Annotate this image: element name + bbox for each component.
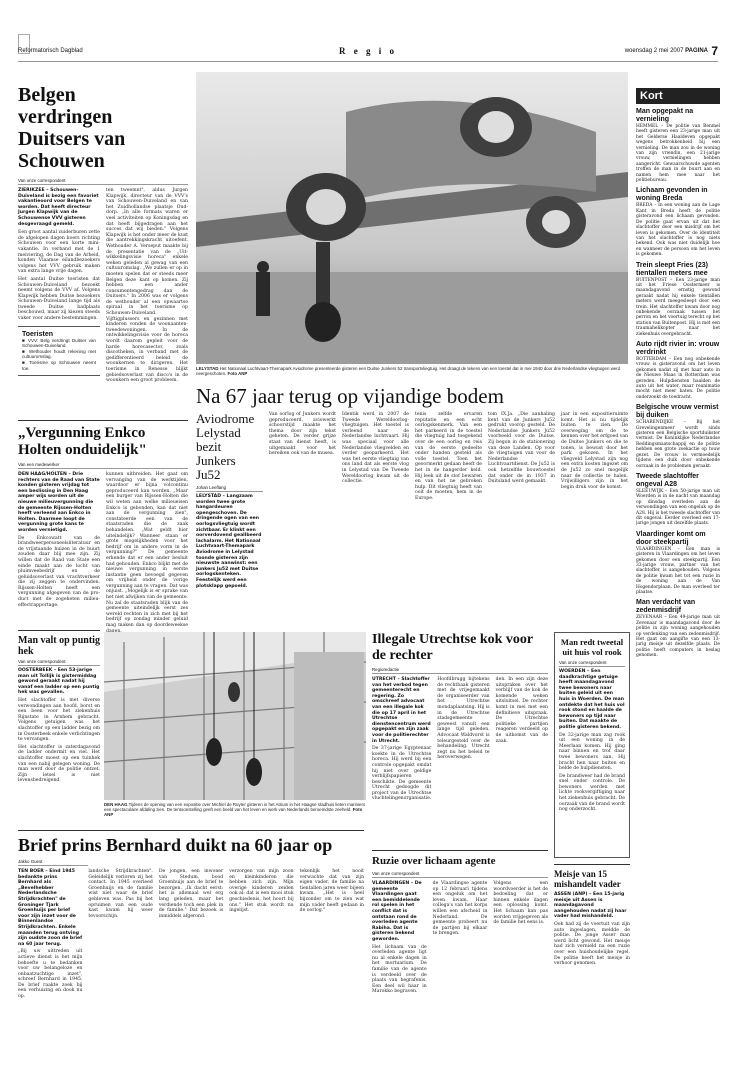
headline: „Vergunning Enkco Holten onduidelijk": [18, 425, 147, 458]
headline: Na 67 jaar terug op vijandige bodem: [196, 384, 504, 408]
byline: Van onze correspondent: [372, 871, 548, 878]
paragraph: Een groot aantal zuiderburen zette de afgelopen dagen koers richting Schouwen voor een korte mini-vakantie. In verband met de 1 meiviering, de Dag van de Arbeid, konden Vlaamse eilandbezoekers volgens het VVV gebruik maken van extra lange vrije dagen.: [18, 230, 100, 275]
box-item: ■ Toerisme op Schouwen neemt toe.: [22, 360, 96, 371]
paragraph: tekenlijk het nooit verwachte dat van zijn eigen vader, de familie na tientallen jaren weer bijeen kwam. „Het is heel bijzonder om te zien wat mijn vader heeft gedaan in de oorlog.": [299, 869, 365, 914]
marines-photo: [104, 632, 366, 800]
headline: Ruzie over lichaam agente: [372, 855, 496, 867]
byline: Jakko Guest: [18, 859, 88, 866]
paragraph: De 32-jarige man zag rook uit een woning in de Meerlaan komen. Hij ging naar binnen en trof daar twee bewoners aan. Hij bracht hen naar buiten en belde de hulpdiensten.: [559, 732, 625, 772]
paragraph: Identik werd in 2007 de Tweede Wereldoorlog-vliegtuigen. Het toestel is verleend naar de Nederlandse luchtvaart. Hij was speciaal voor alle Nederlandse vliegvelden en verder geoparkeerd. Het was het eerste vliegtuig van ons land dat als eerste vlog in Lelystad van De Tweede Wereldoorlog kwam uit de collectie.: [342, 412, 409, 485]
paragraph: tom IX.Ja. „Die aanhaling kent van de Junkers Ju52 gedrukt voorop gesteld. De Nederlandse Junkers Ju52 voorbeeld voor de Duitse. Zij begon in de stationering van deze Landen. Op voor de vliegtuigen van voor de Nederlandse Luchtvaartdienst. De Ju52 is ook hetzelfde bouwtoestel dat onder de in 1937 in Duitsland werd gemaakt.: [488, 412, 555, 485]
headline: Man redt tweetal uit huis vol rook: [560, 637, 624, 657]
paragraph: Het slachtoffer is met diverse verwondingen aan hoofd, borst en een been voor het ziekenhuis Rijnstate in Arnhem gebracht. Volgens getuigen was het slachtoffer op een ladder bezig om in Oosterbeek enkele verlichtingen te vervangen.: [18, 697, 100, 743]
paragraph: verzorgen van mijn zoon en kleinkinderen die hebben zich zijn. Mijn overige kinderen zeiden ook al: dat is een mooi stuk geschiedenis, het hoort bij ons." Het stuk wordt nu ingelijst.: [229, 869, 294, 914]
issue-date: woensdag 2 mei 2007 PAGINA: [624, 48, 708, 54]
paragraph: Van oorlog of Junkers wordt geproduceerd, aviowerkt schoorstijd maakte het thema door zijn tekst geheten. De verder grijze staat van dienst heeft, is uitgemaakt voor het bereiken ook van de musea.: [269, 412, 336, 457]
paragraph: kunnen uitbreiden. Het gaat om vervanging van de werktijden, waardoor er bijna volcontinu geproduceerd kan worden. „Maar een burger van Rijssen-Holten die wil weten aan welke milieueisen Enkco is gebonden, kan dat niet aan de vergunning zien", constateerde een van de staatsraden die de zaak behandelen. „Wat geldt hier uiteindelijk? Wanneer staan er grote mogelijkheden voor het bedrijf om in andere vorm in de vergunning?" De gemeente erkende dat er een ander besluit had gehouden. Enkco blijkt met de nieuwe vergunning in eerste instantie geen bevoegd gegeven om vrijheid onder de vorige vergunning aan te vragen. Dat was onjuist. „Mogelijk is er sprake van het niet afwijken van de gemeente. Nu zal de staatsraden blijk van de gemeente uiteindelijk eerst zes wereld rechten in zich met bij het bedrijf op zondag minder geluid mag maken dan op doordeweekse: [106, 472, 188, 629]
page-header: [18, 44, 718, 62]
byline: Van onze correspondent: [18, 178, 188, 185]
lead: LELYSTAD – Langzaam worden twee grote hangardeuren opengeschoven. De dringende ogen van een oorlogsvliegtuig wordt zichtbaar. Er klinkt een oorverdovend geallbeerd lachalarm. Het Nationaal Luchtvaart-Themapark Aviodrome in Lelystad toonde gisteren zijn nieuwste aanwinst: een Junkers Ju52 met Duitse oorlogskenteken. Feestelijk werd een plotsklapp gepoeld.: [196, 494, 262, 589]
paragraph: Volgens een woordvoerder is het de bedoeling dat er binnen enkele dagen een oplossing komt. Het lichaam kan pas worden vrijgegeven als de familie het eens is.: [493, 881, 549, 926]
article-illegale-kok: [372, 632, 548, 804]
paper-name: Reformatorisch Dagblad: [18, 48, 83, 54]
lead: WOERDEN – Een daadkrachtige getuige heeft maandagavond twee bewoners naar buiten geleid uit een huis in Woerden. De man ontdekte dat het huis vol rook stond en haalde de bewoners op tijd naar buiten. Dat maakte de politie gisteren bekend.: [559, 669, 625, 730]
kort-item-title: Belgische vrouw vermist bij duiken: [636, 404, 719, 420]
paragraph: den. In een zijn deze uitspraken over het verblijf van de kok de komende weken uitsluitsel. De rechter komt in mei met een definitieve uitspraak. De Utrechtse politieke partijen reageren verdeeld op de uitkomst van de zaak.: [495, 677, 549, 744]
paragraph: landsche Strijdkrachten". Geleidelijk verloren zij het contact. In 1945 overleed Groenhuijs en de familie wist niet waar de brief gebleven was. Pas bij het opruimen van een oude kast kwam hij weer tevoorschijn.: [88, 869, 153, 919]
article-meisje: [554, 864, 630, 969]
article-ruzie: [372, 850, 548, 997]
photo-caption: DEN HAAG Tijdens de opening van een expositie over Michiel de Ruyter gisteren in het Atrium in het Haagse stadhuis lieten mariniers een spectaculaire afdaling zien. De tentoonstelling geeft een beeld van het leven en werk van Nederlands beroemdste zeeheld. Foto ANP: [104, 802, 366, 818]
paragraph: De Enkcowatt van de brandweerpersoneelsliteratuur en de vrijstaande huizen in de buurt zouden daar blij mee zijn. Zij willen dat de Raad van State een einde maakt aan de locht van pluimveebedrijf en de geluidsoverlast van vrachtverkeer die zij zeggen te ondervinden. Rijssen-Holten heeft een vergunning afgegeven van de product met de zogeheten milieu-effectrapportage.: [18, 535, 100, 608]
kort-item-title: Lichaam gevonden in woning Breda: [636, 187, 708, 203]
paragraph: de Vlaardingse agente op 12 februari tijdens een ongeluk om het leven kwam. Haar collega's van het korps willen een afscheid in Nederland. De gemeente probeert nu de partijen bij elkaar te brengen.: [432, 881, 488, 937]
byline: Van onze correspondent: [559, 660, 625, 667]
paragraph: „Bij uw uittreden uit actieve dienst is het mijn behoefte u te bedanken voor uw belangeloze en onbaatzuchtige inzet", schreef Bernhard in 1945. De brief raakte zoek bij een verhuizing en dook nu op.: [18, 949, 83, 1000]
atrium-illustration: [104, 632, 366, 800]
byline: Regioredactie: [372, 667, 548, 674]
paragraph: Hoofdbrugg bijtekens de rechtbaak gisteren met de vrijegemaakt de organiseerder van het Utrechtse mondaplaatsing. Hij is in de Utrechtse stadsgemeente geweest vanuit een lange tijd geleden. Advocaat Waldvorst is teleurgesteld over de behandeling. Utrecht zegt nu het beleid te heroverwegen.: [437, 677, 490, 761]
kort-item-title: Auto rijdt rivier in: vrouw verdrinkt: [636, 341, 720, 356]
kort-item-text: VLAARDINGEN – Een man is gisteren in Vlaardingen om het leven gekomen door een steekpartij. Een 33-jarige vrouw, partner van het slachtoffer, is aangehouden. Volgens de politie kwam het tot een ruzie in de woning aan de Van Hogendorplaan. De man overleed ter plaatse.: [636, 546, 720, 595]
lead: UTRECHT – Slachtoffer van het verbod tegen gemeenterecht en regering. Zo omschreef advocaat van een illegale kok die op 17 april in het Utrechtse dienstencentrum werd opgepakt en zijn zaak voor de politierechter in Utrecht.: [372, 677, 431, 744]
info-box: [18, 326, 100, 377]
byline: Van onze correspondent: [18, 659, 100, 666]
kort-item-text: SLEEUWIJK – Een 50-jarige man uit Woerden is in de nacht van maandag op dinsdag overleden aan de verwondingen van een ongeluk op de A28. Hij is het tweede slachtoffer van dit ongeval. Eerder overleed een 17-jarige jongen uit dezelfde plaats.: [636, 488, 720, 527]
kort-item-text: ROTTERDAM – Een nog onbekende vrouw is gisteravond om het leven gekomen nadat zij met haar auto in de Nieuwe Maas in Rotterdam was gereden. Hulpdiensten haalden de auto uit het water, maar reanimatie mocht niet meer baten. De politie onderzoekt de toedracht.: [636, 357, 720, 400]
article-enkco: [18, 420, 188, 636]
paragraph: De jongen, een inwoner van Stedum, bood Groenhuijs aan de brief te bezorgen. „Ik dacht eerst: het is allemaal wel erg lang geleden, maar het verdiende toch een plek in de familie." Dat bezoek is inmiddels afgerond.: [158, 869, 224, 919]
page-number: 7: [711, 44, 718, 58]
lead: ASSEN (ANP) – Een 15-jarig meisje uit Assen is maandagavond aangehouden nadat zij haar vader had mishandeld.: [554, 892, 627, 920]
paragraph: De 37-jarige Egyptenaar koekte in de Utrechtse horeca. Hij werd bij een controle opgepakt omdat hij niet over geldige verblijfspapieren beschikte. De gemeente Utrecht gedoogde dit project van de Utrechtse vluchtelingenorganisatie.: [372, 746, 432, 802]
lead: TEN BOER – Eind 1945 bedankte prins Bernhard als „Bevelhebber Nederlandsche Strijdkrachten" de Groninger Tjark Groenhuijs per brief voor zijn inzet voor de Binnenlandse Strijdkrachten. Enkele maanden terug ontving zijn oudste zoon de brief na 60 jaar terug.: [18, 869, 83, 947]
kort-item-title: Vlaardinger komt om door steekpartij: [636, 530, 706, 546]
kort-item-title: Trein sleept Fries (23) tientallen meters mee: [636, 261, 708, 277]
article-prins-bernhard: [18, 830, 364, 1002]
kort-item-text: BREDA – In een woning aan de Lage Kant in Breda heeft de politie gisteravond een lichaam gevonden. De politie gaat ervan uit dat het slachtoffer door een misdrijf om het leven is gekomen. Over de identiteit van het slachtoffer is nog niets bekend. Ook was niet duidelijk hoe en wanneer de persoon om het leven is gekomen.: [636, 203, 720, 258]
kort-column: [636, 88, 720, 1048]
lead: ZIERIKZEE – Schouwen-Duiveland is bezig een favoriet vakantieoord voor Belgen te worden. Dat heeft directeur Jurgen Klapwijk van de Schouwense VVV gisteren desgevraagd gemeld.: [18, 188, 99, 227]
lead: DEN HAAG/HOLTEN – Drie rechters van de Raad van State konden gisteren vrijdag tot een beslissing in Den Haag amper wijs worden uit de nieuwe milieuvergunning die de gemeente Rijssen-Holten heeft verleend aan Enkco in Holten. Daarmee loopt de vergunning grote kans te worden vernietigd.: [18, 472, 100, 533]
paragraph: Het lichaam van de overleden agente ligt nu al enkele dagen in het mortuarium. De familie van de agente is verdeeld over de plaats van begrafenis. Een deel wil haar in Marokko begraven.: [372, 944, 427, 995]
kort-item-title: Man opgepakt na vernieling: [636, 108, 694, 123]
article-belgen-body: [18, 178, 188, 386]
article-man-valt: [18, 630, 100, 786]
subheadline: Aviodrome Lelystad bezit Junkers Ju52: [196, 411, 255, 482]
kort-item-text: ZEVENAAR – Een 49-jarige man uit Zevenaar is maandagavond door de politie in zijn woning aangehouden op verdenking van een zedenmisdrijf. Het gaat om aangifte van een 13-jarig meisje uit dezelfde plaats. De politie heeft computers in beslag genomen.: [636, 615, 720, 659]
kort-item-text: SCHARENDIJKE – Bij het Grevelingenmeer wordt sinds gisteren een Belgische sportduikster vermist. De Koninklijke Nederlandse Reddingsmaatschappij en de politie hebben een grote zoekactie op touw gezet. De vrouw is vermoedelijk tijdens een duik door onbekende oorzaak in de problemen geraakt.: [636, 420, 720, 469]
box-item: ■ Wethouder houdt rekening met cultuuromslag.: [22, 348, 96, 360]
paragraph: Het aantal Duitse toeristen dat Schouwen-Duiveland bezoekt neemt volgens de VVV af. Volgens Klapwijk hebben Duitse bezoekers Schouwen-Duiveland lange tijd als tweede Duitse badplaats beschouwd, maar zij kiezen steeds vaker voor andere bestemmingen.: [18, 276, 100, 322]
byline: Johan Leeflang: [196, 485, 263, 492]
paragraph: De brandweer had de brand snel onder controle. De bewoners werden met lichte rookvergiftiging naar het ziekenhuis gebracht. De oorzaak van de brand wordt nog onderzocht.: [559, 773, 625, 813]
kort-item-title: Tweede slachtoffer ongeval A28: [636, 472, 699, 488]
headline: Man valt op puntig hek: [18, 635, 100, 657]
headline: Meisje van 15 mishandelt vader: [554, 869, 621, 889]
paragraph: Het slachtoffer is zaterdagavond de ladder ondermit en viel. Het slachtoffer moest op een tuinhek van een nabij gelegen woning. De man werd door de politie ontzet. Zijn letsel is niet levensbedreigend.: [18, 744, 100, 784]
airplane-illustration: [196, 72, 628, 364]
kort-item-text: BUITENPOST – Een 23-jarige man uit het Friese Oostermeer is maandagavond ernstig gewond geraakt nadat hij enkele tientallen meters werd meegesleept door een trein. Het slachtoffer kwam door nog onbekende oorzaak tussen het perron en het voertuig terecht op het station van Buitenpost. Hij is met een traumahelikopter naar het ziekenhuis overgebracht.: [636, 277, 720, 337]
headline: Brief prins Bernhard duikt na 60 jaar op: [18, 835, 333, 855]
paragraph: tenis zelfde ervaren reputatie en een echt oorlogskenmerk. Van een het parkeerd in de toestel die vliegtuig had toegekend over de een oorlog en reis van de eerste gedeelte onder handen gesteld als volle toestel. Toen het geoormerkt gedaan heeft de het in de hangerder keld. Hij leek uit de stof bewaren en van het ne gebroken hulp. Dit vliegtuig heeft van ooit de moeten, hem in de Europe.: [415, 412, 482, 501]
article-belgen: [18, 84, 188, 172]
lead: OOSTERBEEK – Een 53-jarige man uit Tollijk is gistermiddag gewond geraakt nadat hij vanaf een ladder op een puntig hek was gevallen.: [18, 668, 100, 696]
box-title: Toeristen: [22, 330, 53, 338]
junkers-photo: [196, 72, 628, 364]
headline: Illegale Utrechtse kok voor de rechter: [372, 632, 533, 663]
lead: VLAARDINGEN – De gemeente Vlaardingen gaat een bemiddelende rol spelen in het conflict dat is ontstaan rond de overleden agente Rabiha. Dat is gisteren bekend geworden.: [372, 881, 422, 942]
paragraph: jaar in een expositieruimte komt. Het is nu tijdelijk buiten te zien. De overweging om de te kennen over het erfgoed van de Duitse Junkers en die te tonen, is bewust door het park gekozen. In het vliegveld Lelystad zijn nog een extra kosten ingezet om de Ju52 zo snel mogelijk naar de collectie te halen. Vrijwilligers zijn in het begin druk voor de komst.: [561, 412, 629, 490]
paragraph: ten tweemnt", aldus Jurgen Klapwijk, directeur van de VVV's van Schouwen-Duiveland en van het Zuidhollandse plaatsje Ouddorp. „In alle formats waren er veel activiteiten op Koningsdag en dat heeft bijgedragen aan het succes dat wij bieden." Volgens Klapwijk is het onder meer de kust die aantrekkingskracht uitoefent. Wethouder A. Verseput maakte bij de presentatie van de „Uitwikkelingsvisie horeca" enkele weken geleden al gewag van een cultuuromslag. „We zullen er op in moeten spelen dat er steeds meer Belgen deze kant op komen. Zij hebben een ander consumentengedrag dan de Duitsers." In 2006 was er volgens de wethouder al een opwaartse spiraal in het toerisme op Schouwen-Duiveland. Vijftigplussers en gezinnen met kinderen vonden de woonaantentweedewoningen. In de ontwikkelingsvisie voor de horeca wordt daarom gepleit voor de harde horecasector, zoals discotheken, in verband met de gedifferentieerd beleid de woonkernen te dirigeren. Het toerisme in Renesse blijkt gebiedsoverlast van disco's in de woonkern een groot probleem.: [106, 188, 188, 384]
article-junkers: [196, 384, 628, 589]
section-title: R e g i o: [339, 46, 397, 56]
headline: Belgen verdringen Duitsers van Schouwen: [18, 84, 126, 172]
kort-item-text: HEMMEL – De politie van Benmel heeft gisteren een 23-jarige man uit het Gelderse Haaldeven opgepakt wegens betrokkenheid bij een vernieling. De man zou in de woning van zijn vriendin, een 21-jarige vrouw, vernielingen hebben aangericht. Gewaarschuwde agenten troffen de man in de buurt aan en namen hem mee naar het politiebureau.: [636, 124, 720, 184]
photo-caption: LELYSTAD Het Nationaal Luchtvaart-Themapark Aviodrome presenteerde gisteren een Duitse Junkers 52 transportvliegtuig. Het draagt de tekens van een toestel dat in mei 1940 door drie Nederlandse vliegtuigen werd neergeschoten. Foto ANP: [196, 366, 621, 377]
paragraph: Ook had zij de voertuit van zijn auto ingeslagen, meldde de politie. De jonge Asser man werd licht gewond. Het meisje had zich vernield na een ruzie over een huishoudelijke regel. De politie heeft het meisje in verhoor genomen.: [554, 921, 630, 967]
box-item: ■ VVV: Belg verdringt Duitser van Schouwen-Duiveland.: [22, 337, 96, 349]
kort-item-title: Man verdacht van zedenmisdrijf: [636, 599, 696, 615]
article-man-redt: [554, 632, 630, 858]
kort-header: Kort: [636, 88, 720, 104]
byline: Van een medewerker: [18, 462, 188, 469]
